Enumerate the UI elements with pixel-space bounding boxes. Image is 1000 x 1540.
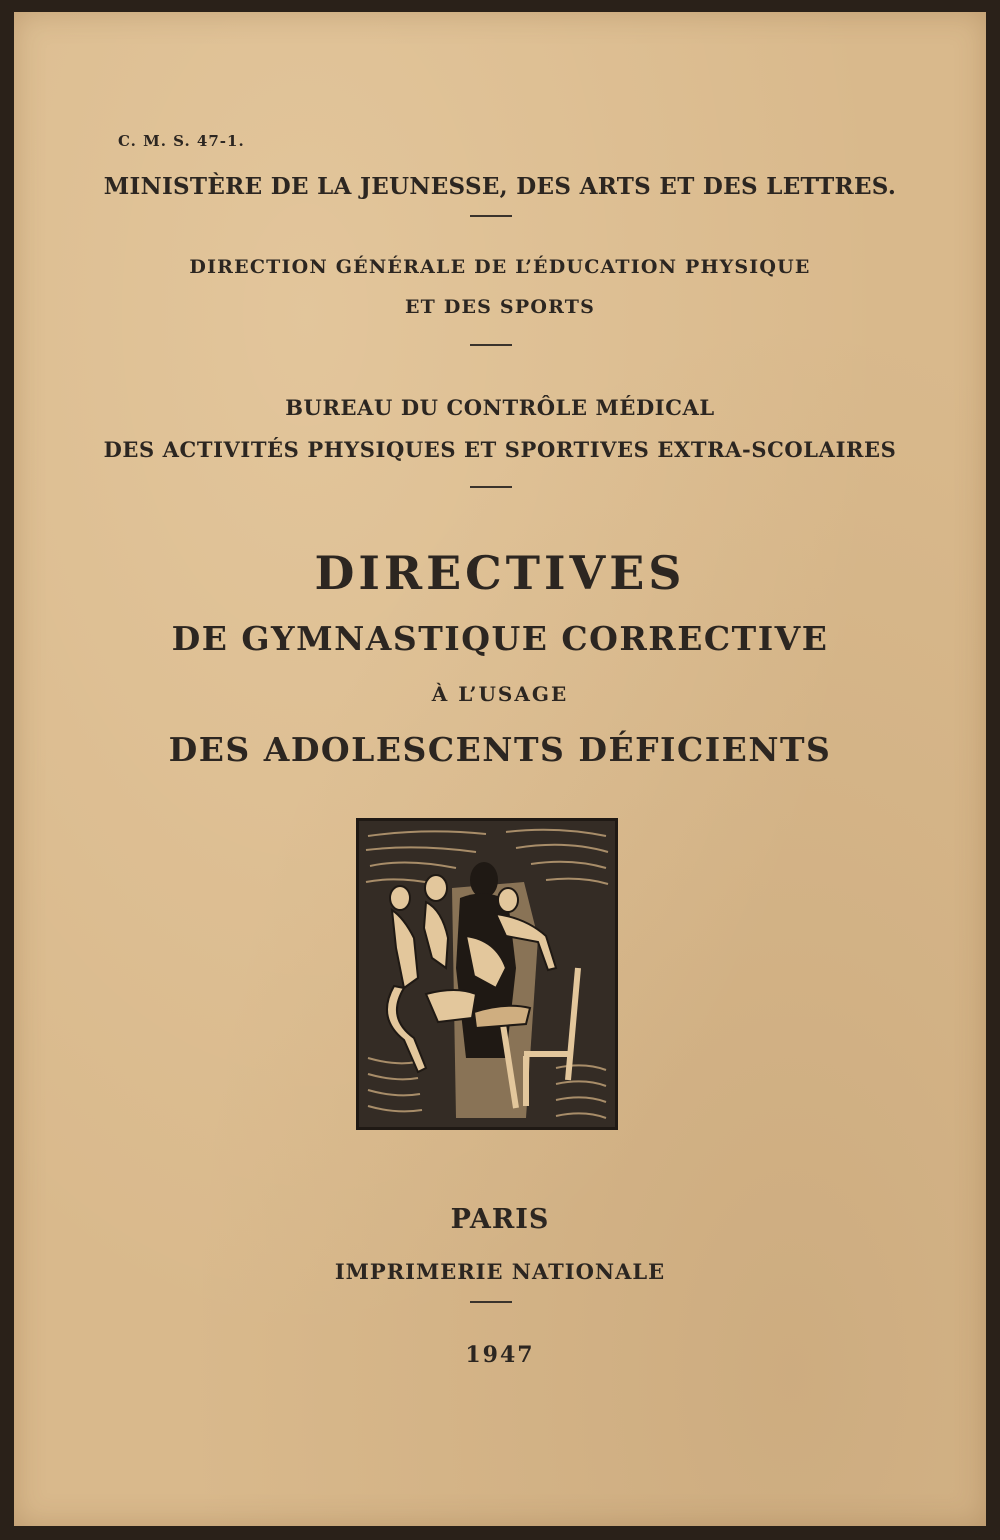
imprint-year: 1947 <box>465 1342 535 1368</box>
usage-line: À L’USAGE <box>431 682 569 706</box>
direction-line-2: ET DES SPORTS <box>404 296 595 318</box>
bureau-line-1: BUREAU DU CONTRÔLE MÉDICAL <box>285 395 715 420</box>
direction-line-1: DIRECTION GÉNÉRALE DE L’ÉDUCATION PHYSIQUE <box>189 256 811 278</box>
catalog-code: C. M. S. 47-1. <box>118 132 245 150</box>
subtitle: DE GYMNASTIQUE CORRECTIVE <box>171 619 829 658</box>
divider-rule <box>470 344 512 346</box>
book-cover <box>14 12 986 1526</box>
woodcut-gymnasts-icon <box>356 818 618 1130</box>
divider-rule <box>470 1301 512 1303</box>
ministry-heading: MINISTÈRE DE LA JEUNESSE, DES ARTS ET DES LETTRES. <box>103 173 897 200</box>
audience-line: DES ADOLESCENTS DÉFICIENTS <box>168 730 832 769</box>
divider-rule <box>470 215 512 217</box>
bureau-line-2: DES ACTIVITÉS PHYSIQUES ET SPORTIVES EXTRA-SCOLAIRES <box>103 437 897 462</box>
divider-rule <box>470 486 512 488</box>
imprint-printer: IMPRIMERIE NATIONALE <box>334 1259 666 1284</box>
imprint-city: PARIS <box>450 1204 550 1235</box>
main-title: DIRECTIVES <box>314 546 686 600</box>
